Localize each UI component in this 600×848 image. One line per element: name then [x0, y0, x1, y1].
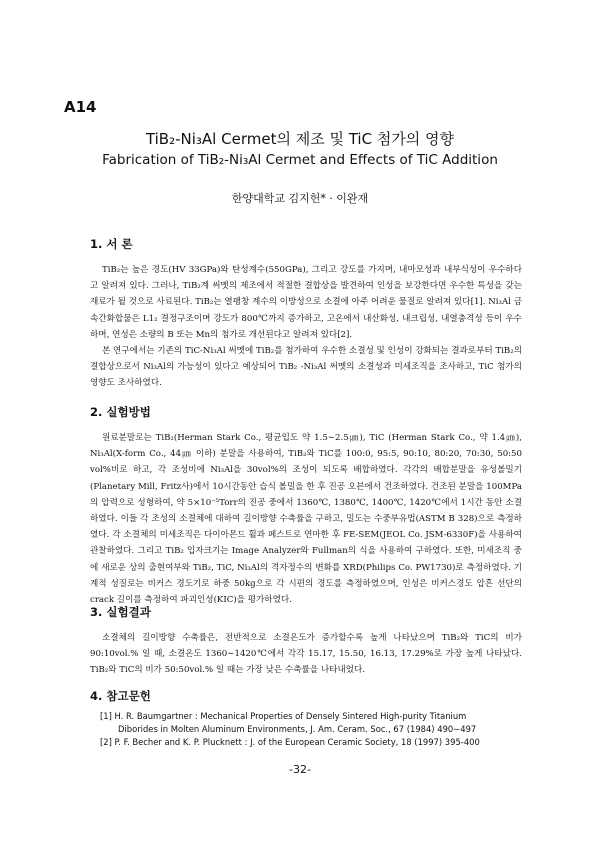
paragraph: 본 연구에서는 기존의 TiC-Ni₃Al 써멧에 TiB₂를 첨가하여 우수한 소결성 및 인성이 강화되는 결과로부터 TiB₂의 결합상으로서 Ni₃Al의 가능성이 있다고 예상되어 TiB₂ -Ni₃Al 써멧의 소결성과 미세조직을 조사하고, TiC 첨가의 영향도 조사하였다.: [90, 346, 522, 389]
paragraph: 원료분말로는 TiB₂(Herman Stark Co., 평균입도 약 1.5∼2.5㎛), TiC (Herman Stark Co., 약 1.4㎛), Ni₃Al(X-form Co., 44㎛ 이하) 분말을 사용하여, TiB₂와 TiC를 100:0, 95:5, 90:10, 80:20, 70:30, 50:50 vol%비로 하고, 각 조성비에 Ni₃Al을 30vol%의 조성이 되도록 배합하였다. 각각의 배합분말을 유성볼밀기(Planetary Mill, Fritz사)에서 10시간동안 습식 볼밀을 한 후 진공 오븐에서 건조하였다. 건조된 분말을 100MPa의 압력으로 성형하여, 약 5×10⁻⁵Torr의 진공 중에서 1360℃, 1380℃, 1400℃, 1420℃에서 1시간 동안 소결하였다. 이들 각 조성의 소결체에 대하여 길이방향 수축률을 구하고, 밀도는 수중부유법(ASTM B 328)으로 측정하였다. 각 소결체의 미세조직은 다이아몬드 휠과 페스트로 연마한 후 FE-SEM(JEOL Co. JSM-6330F)을 사용하여 관찰하였다. 그리고 TiB₂ 입자크기는 Image Analyzer와 Fullman의 식을 사용하여 구하였다. 또한, 미세조직 중에 새로운 상의 출현여부와 TiB₂, TiC, Ni₃Al의 격자정수의 변화를 XRD(Philips Co. PW1730)로 측정하였다. 기계적 성질로는 비커스 경도기로 하중 50kg으로 각 시편의 경도를 측정하였으며, 인성은 비커스경도 압흔 선단의 crack 길이를 측정하여 파괴인성(KIC)을 평가하였다.: [90, 433, 522, 606]
paragraph: 소결체의 길이방향 수축률은, 전반적으로 소결온도가 증가할수록 높게 나타났으며 TiB₂와 TiC의 비가 90:10vol.% 일 때, 소결온도 1360∼1420℃에서 각각 15.17, 15.50, 16.13, 17.29%로 가장 높게 나타났다. TiB₂와 TiC의 비가 50:50vol.% 일 때는 가장 낮은 수축률을 나타내었다.: [90, 633, 522, 676]
section-heading-methods: 2. 실험방법: [90, 405, 151, 419]
section-heading-references: 4. 참고문헌: [90, 689, 151, 703]
reference-text-continued: Diborides in Molten Aluminum Environments, J. Am. Ceram. Soc., 67 (1984) 490∼497: [118, 724, 477, 734]
page-number: -32-: [289, 763, 311, 776]
reference-list: [100, 710, 540, 749]
title-korean: TiB₂-Ni₃Al Cermet의 제조 및 TiC 첨가의 영향: [145, 130, 455, 148]
section-body-methods: [90, 430, 522, 608]
reference-text: [1] H. R. Baumgartner : Mechanical Properties of Densely Sintered High-purity Titanium: [100, 711, 467, 721]
paragraph: TiB₂는 높은 경도(HV 33GPa)와 탄성계수(550GPa), 그리고 강도를 가지며, 내마모성과 내부식성이 우수하다고 알려져 있다. 그러나, TiB₂계 써멧의 제조에서 적절한 결합상을 발견하여 인성을 보강한다면 우수한 특성을 갖는 재료가 될 것으로 사료된다. TiB₂는 열팽창 계수의 이방성으로 소결에 아주 어려운 물질로 알려져 있다[1]. Ni₃Al 금속간화합물은 L1₂ 결정구조이며 강도가 800℃까지 증가하고, 고온에서 내산화성, 내크립성, 내열충격성 등이 우수하며, 연성은 소량의 B 또는 Mn의 첨가로 개선된다고 알려져 있다[2].: [90, 265, 522, 340]
abstract-code: A14: [64, 98, 97, 116]
reference-item: [100, 710, 540, 736]
section-heading-results: 3. 실험결과: [90, 605, 151, 619]
reference-item: [100, 736, 540, 749]
section-body-results: [90, 630, 522, 679]
section-heading-introduction: 1. 서 론: [90, 237, 133, 251]
section-body-introduction: [90, 262, 522, 392]
authors-line: 한양대학교 김지헌* · 이완재: [231, 192, 369, 205]
reference-text: [2] P. F. Becher and K. P. Plucknett : J. of the European Ceramic Society, 18 (1997) 395-400: [100, 737, 480, 747]
title-english: Fabrication of TiB₂-Ni₃Al Cermet and Effects of TiC Addition: [102, 152, 498, 168]
